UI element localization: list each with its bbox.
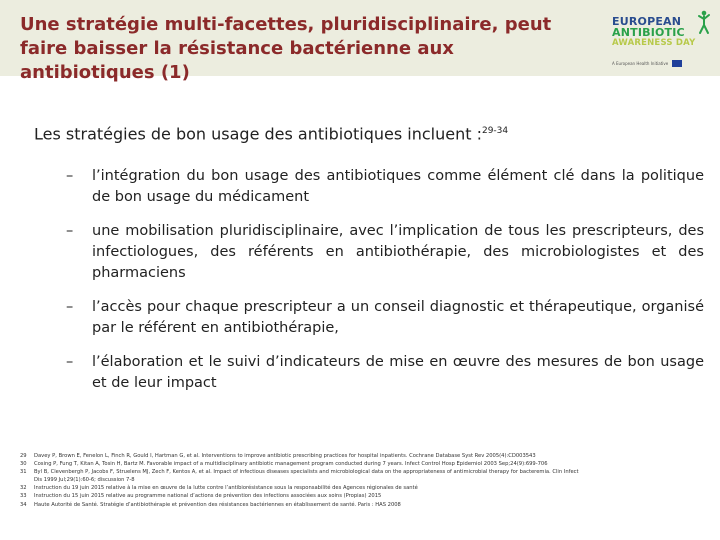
reference-item — [20, 476, 710, 484]
reference-item — [20, 492, 710, 500]
reference-text: Instruction du 15 juin 2015 relative au programme national d’actions de prévention des infections associées aux soins (Propias) 2015 — [34, 493, 382, 500]
reference-number: 32 — [20, 485, 27, 492]
reference-number: 34 — [20, 501, 27, 508]
reference-number: 29 — [20, 453, 27, 459]
reference-text: Instruction du 19 juin 2015 relative à la mise en œuvre de la lutte contre l’antibiorésistance sous la responsabilité des Agences régionales de santé — [34, 485, 418, 492]
reference-text: Haute Autorité de Santé. Stratégie d’antibiothérapie et prévention des résistances bactériennes en établissement de santé. Paris : HAS 2008 — [34, 501, 401, 508]
dash-marker: – — [66, 299, 74, 315]
dash-marker: – — [66, 354, 74, 370]
reference-item — [20, 452, 710, 460]
dash-marker: – — [66, 168, 74, 184]
reference-text: Byl B, Clevenbergh P, Jacobs F, Struelens MJ, Zech F, Kentos A, et al. Impact of infectious diseases specialists and microbiological data on the appropriateness of antimicrobial therapy for bacteremia. Clin Infect — [34, 469, 579, 476]
list-item-text: une mobilisation pluridisciplinaire, avec l’implication de tous les prescripteurs, des infectiologues, des référents en antibiothérapie, des microbiologistes et des pharmaciens — [92, 223, 704, 281]
list-item-text: l’élaboration et le suivi d’indicateurs de mise en œuvre des mesures de bon usage et de leur impact — [92, 354, 704, 391]
strategy-list — [66, 166, 704, 407]
reference-item — [20, 484, 710, 492]
reference-number: 33 — [20, 493, 27, 500]
list-item-text: l’intégration du bon usage des antibiotiques comme élément clé dans la politique de bon usage du médicament — [92, 168, 704, 205]
logo-tagline: A European Health Initiative — [612, 61, 669, 66]
reference-number: 30 — [20, 461, 27, 468]
logo-line-european: EUROPEAN — [612, 15, 682, 28]
intro-sentence: Les stratégies de bon usage des antibiotiques incluent : — [34, 124, 482, 144]
reference-item — [20, 501, 710, 509]
eaad-logo — [612, 16, 712, 70]
list-item — [66, 352, 704, 394]
reference-text: Cosing P, Fung T, Kitan A, Tosin H, Bartz M. Favorable impact of a multidisciplinary antibiotic management program conducted during 7 years. Infect Control Hosp Epidemiol 2003 Sep;24(9):699-706 — [34, 461, 548, 468]
dash-marker: – — [66, 223, 74, 239]
person-figure-icon — [696, 10, 712, 36]
list-item — [66, 166, 704, 208]
reference-number: 31 — [20, 469, 27, 476]
reference-text: Dis 1999 Jul;29(1):60-6; discussion 7-8 — [34, 477, 135, 484]
reference-item — [20, 468, 710, 476]
eu-flag-icon — [672, 60, 682, 67]
intro-text — [34, 120, 694, 145]
header-bar — [0, 0, 720, 83]
logo-line-awareness-day: AWARENESS DAY — [612, 38, 696, 48]
reference-list — [20, 452, 710, 509]
slide-title: Une stratégie multi-facettes, pluridisciplinaire, peut faire baisser la résistance bactérienne aux antibiotiques (1) — [20, 14, 552, 83]
intro-reference-range: 29-34 — [481, 126, 509, 136]
logo-line-antibiotic: ANTIBIOTIC — [612, 26, 685, 39]
list-item-text: l’accès pour chaque prescripteur a un conseil diagnostic et thérapeutique, organisé par le référent en antibiothérapie, — [92, 299, 704, 336]
list-item — [66, 297, 704, 339]
list-item — [66, 221, 704, 284]
reference-item — [20, 460, 710, 468]
reference-text: Davey P, Brown E, Fenelon L, Finch R, Gould I, Hartman G, et al. Interventions to improve antibiotic prescribing practices for hospital inpatients. Cochrane Database Syst Rev 2005(4):CD003543 — [34, 453, 536, 459]
